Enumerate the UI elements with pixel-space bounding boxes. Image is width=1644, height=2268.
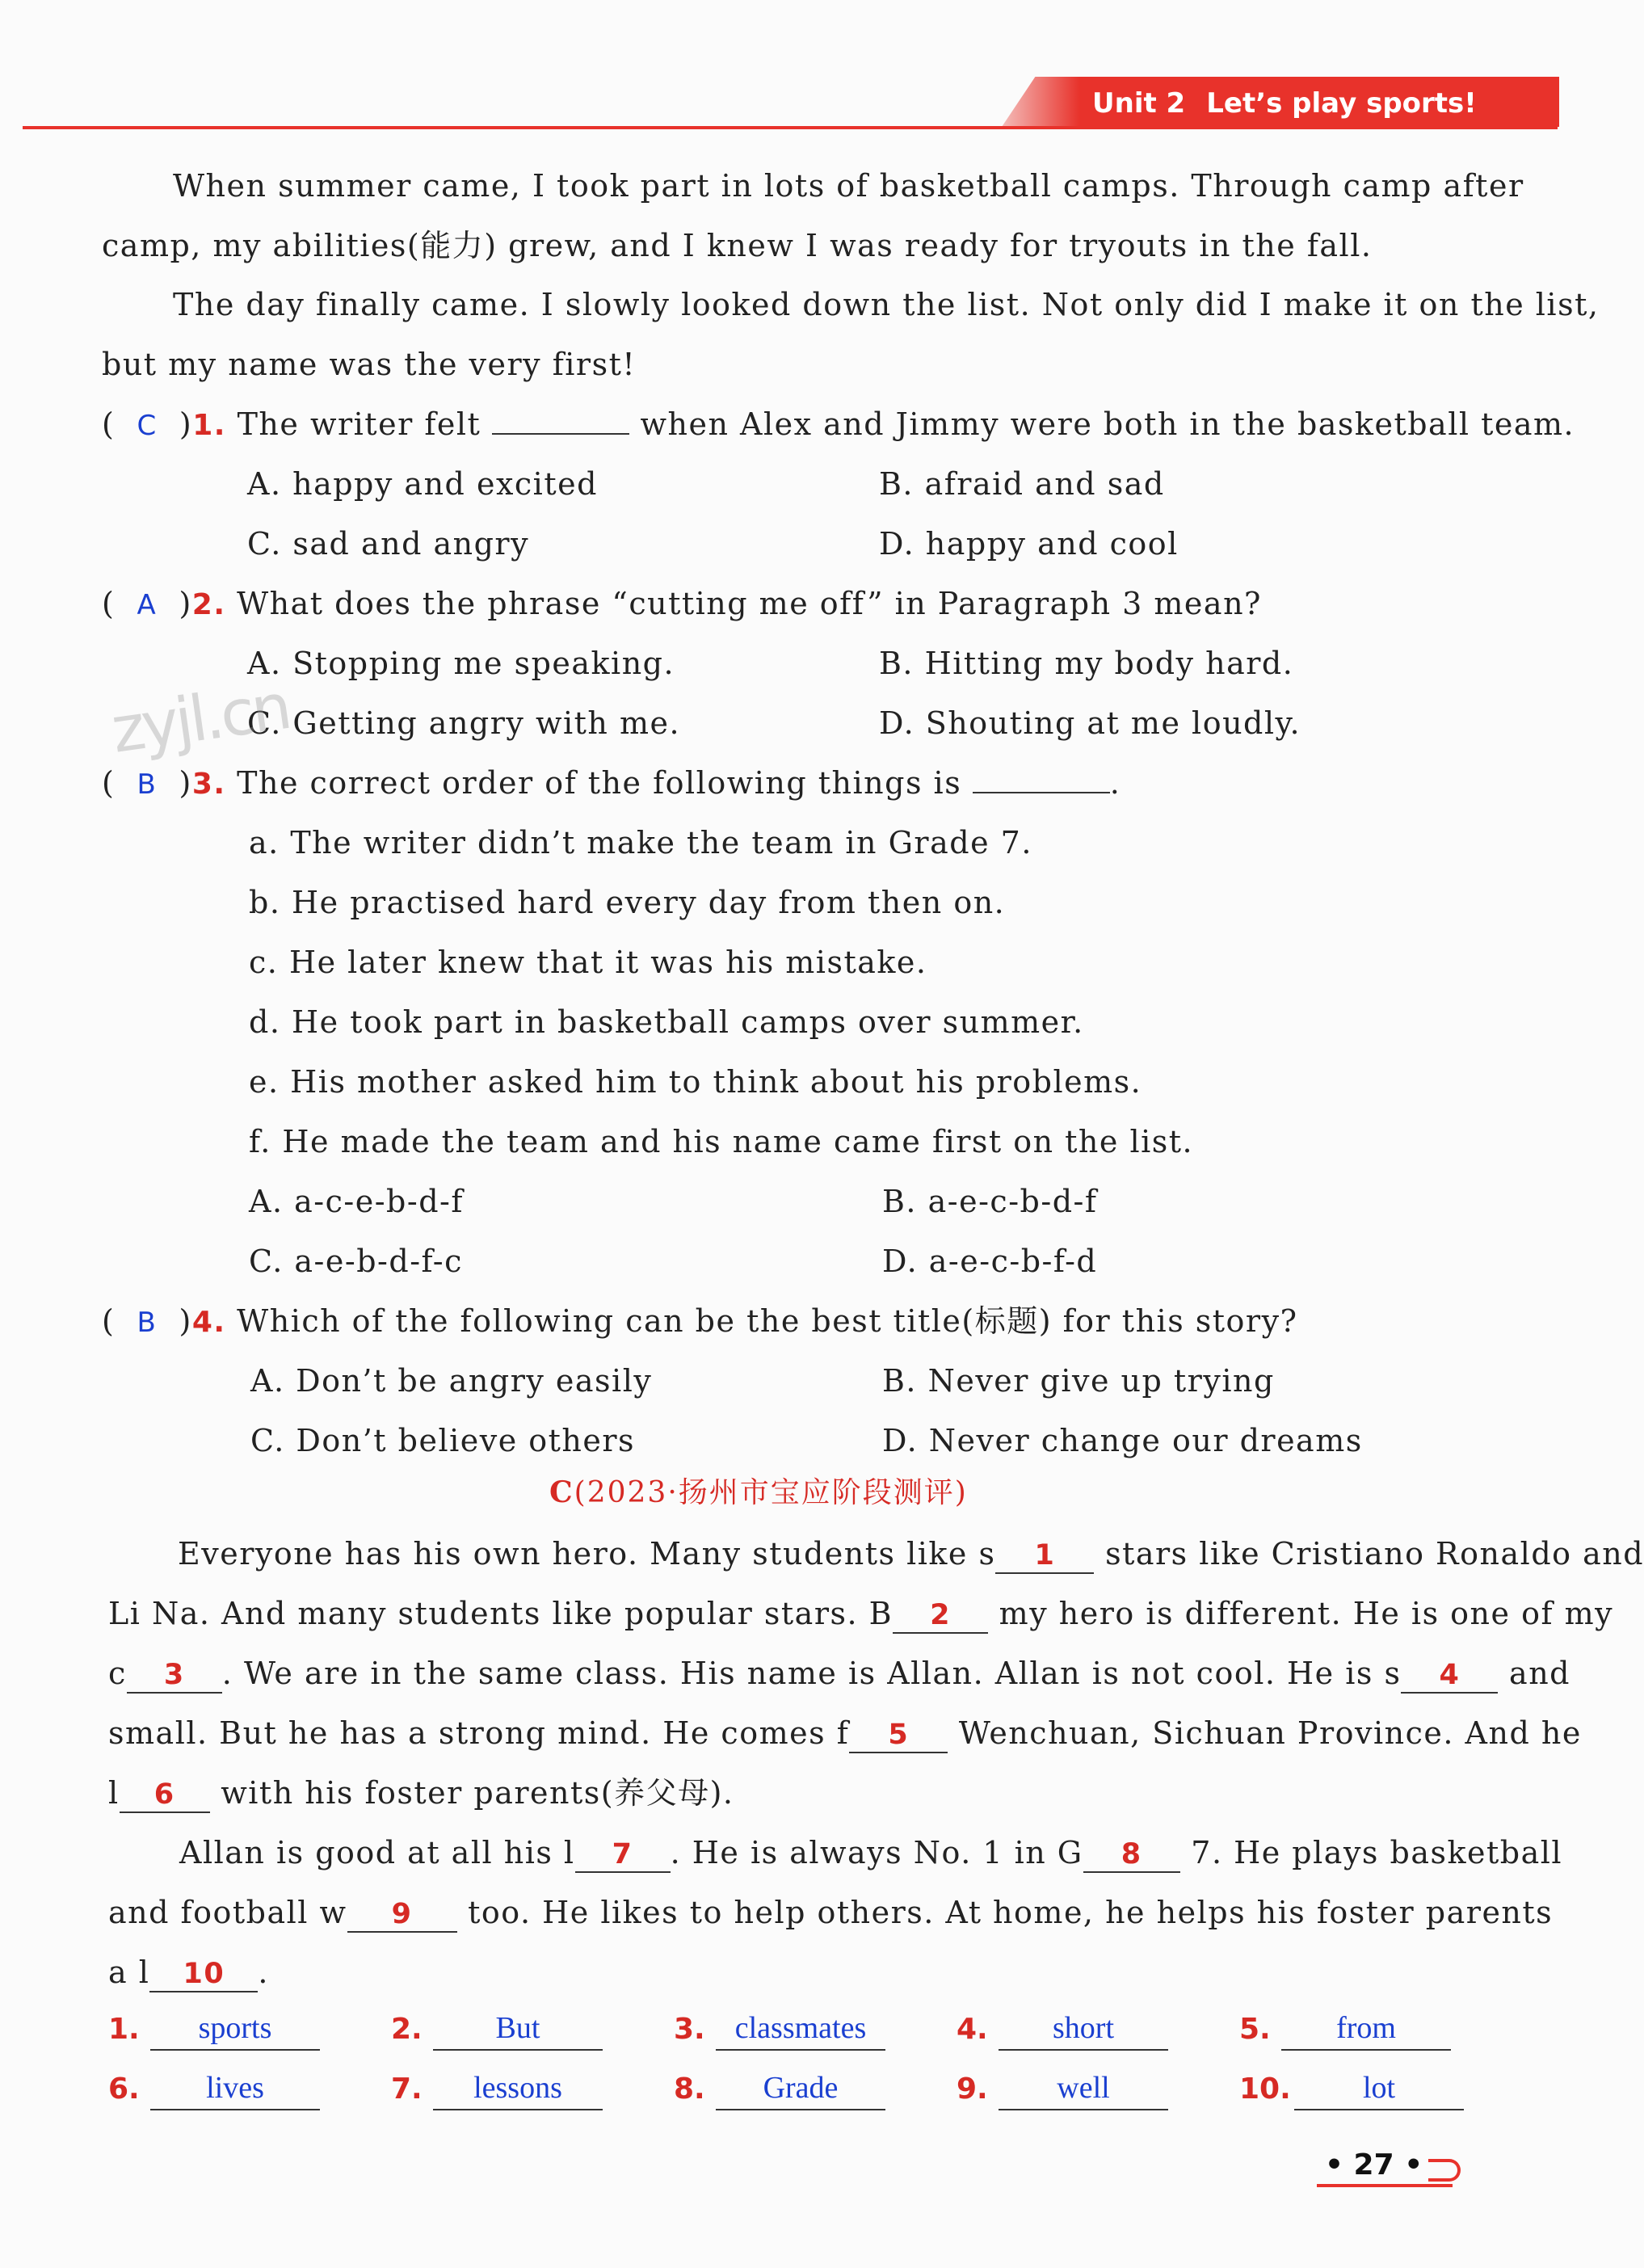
answer-key-number: 9. (957, 2072, 988, 2106)
answer-key-value[interactable]: classmates (716, 2007, 885, 2051)
option: A. Don’t be angry easily (250, 1363, 653, 1399)
option: A. happy and excited (247, 466, 598, 502)
answer-key-number: 2. (391, 2013, 423, 2046)
question-2: ( A )2. What does the phrase “cutting me off” in Paragraph 3 mean? (102, 586, 1262, 621)
answer-blank[interactable] (973, 763, 1110, 793)
cloze-blank-2[interactable] (893, 1597, 988, 1634)
order-item: f. He made the team and his name came first on the list. (249, 1124, 1194, 1159)
question-4: ( B )4. Which of the following can be the best title(标题) for this story? (102, 1303, 1298, 1339)
blank-number: 7 (612, 1838, 633, 1870)
order-item: a. The writer didn’t make the team in Grade 7. (249, 825, 1032, 860)
option: C. sad and angry (247, 526, 530, 562)
cloze-line (108, 1952, 269, 1992)
answer-key-number: 8. (674, 2072, 705, 2106)
question-number: 1. (192, 409, 226, 442)
cloze-line (108, 1593, 1613, 1634)
answer-mark: A (137, 589, 158, 621)
order-item: d. He took part in basketball camps over summer. (249, 1004, 1084, 1040)
answer-key-value[interactable]: lot (1294, 2067, 1464, 2110)
blank-number: 5 (888, 1719, 910, 1751)
section-source: (2023·扬州市宝应阶段测评) (574, 1476, 968, 1509)
option: C. a-e-b-d-f-c (249, 1243, 463, 1279)
cloze-blank-4[interactable] (1401, 1656, 1498, 1694)
blank-number: 3 (163, 1659, 185, 1691)
answer-key-value[interactable]: sports (150, 2007, 320, 2051)
watermark: zyjl.cn (107, 671, 293, 768)
cloze-line (108, 1892, 1553, 1933)
option: D. Shouting at me loudly. (879, 705, 1301, 741)
passage-line: The day finally came. I slowly looked down the list. Not only did I make it on the list, (173, 287, 1600, 322)
cloze-blank-3[interactable] (127, 1656, 222, 1694)
cloze-text: . He is always No. 1 in G (670, 1835, 1083, 1870)
option: A. Stopping me speaking. (247, 646, 675, 681)
blank-number: 8 (1121, 1838, 1142, 1870)
cloze-text: small. But he has a strong mind. He comes f (108, 1715, 850, 1751)
passage-line: camp, my abilities(能力) grew, and I knew I was ready for tryouts in the fall. (102, 228, 1373, 263)
answer-key-value[interactable]: lessons (433, 2067, 603, 2110)
unit-label: Unit 2 (1092, 87, 1186, 120)
cloze-line (178, 1534, 1644, 1574)
order-item: b. He practised hard every day from then on. (249, 885, 1006, 920)
cloze-text: 7. He plays basketball (1191, 1835, 1563, 1870)
question-number: 3. (191, 768, 226, 801)
blank-number: 1 (1034, 1539, 1056, 1572)
option: D. happy and cool (879, 526, 1179, 562)
page-number-value: 27 (1353, 2148, 1394, 2182)
passage-line: but my name was the very first! (102, 347, 637, 382)
cloze-text: . (258, 1955, 269, 1990)
cloze-text: stars like Cristiano Ronaldo and (1105, 1536, 1644, 1572)
question-stem: when Alex and Jimmy were both in the basketball team. (640, 406, 1575, 442)
section-c-title (549, 1472, 968, 1513)
cloze-text: my hero is different. He is one of my (999, 1596, 1614, 1631)
answer-key-number: 4. (957, 2013, 988, 2046)
cloze-line (108, 1653, 1570, 1694)
page-corner-icon (1428, 2159, 1461, 2182)
header-rule (23, 126, 1558, 129)
cloze-text: Everyone has his own hero. Many students like s (178, 1536, 996, 1572)
blank-number: 2 (930, 1599, 951, 1631)
answer-key-number: 1. (108, 2013, 140, 2046)
answer-key-number: 5. (1239, 2013, 1271, 2046)
answer-mark: C (137, 410, 158, 442)
question-stem: The correct order of the following things is (237, 765, 962, 801)
unit-header (1092, 83, 1477, 124)
answer-key-row (0, 2067, 1575, 2115)
cloze-blank-5[interactable] (849, 1716, 948, 1753)
option: C. Don’t believe others (250, 1423, 636, 1458)
question-stem: What does the phrase “cutting me off” in Paragraph 3 mean? (237, 586, 1262, 621)
answer-key-number: 7. (391, 2072, 423, 2106)
order-item: c. He later knew that it was his mistake. (249, 945, 927, 980)
answer-key-value[interactable]: Grade (716, 2067, 885, 2110)
answer-key-value[interactable]: short (999, 2007, 1168, 2051)
answer-mark: B (137, 768, 158, 801)
passage-line: When summer came, I took part in lots of basketball camps. Through camp after (173, 168, 1524, 204)
option: B. afraid and sad (879, 466, 1165, 502)
cloze-text: Allan is good at all his l (179, 1835, 575, 1870)
option: D. a-e-c-b-f-d (882, 1243, 1098, 1279)
cloze-blank-9[interactable] (347, 1896, 457, 1933)
question-stem: Which of the following can be the best title(标题) for this story? (237, 1303, 1298, 1339)
question-number: 4. (191, 1306, 226, 1339)
cloze-text: too. He likes to help others. At home, he helps his foster parents (468, 1895, 1554, 1930)
answer-key-number: 3. (674, 2013, 705, 2046)
cloze-line (179, 1832, 1562, 1873)
page-number: • 27 • (1325, 2148, 1423, 2182)
cloze-text: . We are in the same class. His name is Allan. Allan is not cool. He is s (221, 1656, 1402, 1691)
page-number-rule (1317, 2184, 1453, 2187)
cloze-blank-10[interactable] (149, 1955, 258, 1992)
cloze-text: a l (108, 1955, 150, 1990)
option: A. a-c-e-b-d-f (249, 1184, 464, 1219)
answer-key-number: 10. (1239, 2072, 1291, 2106)
answer-key-number: 6. (108, 2072, 140, 2106)
blank-number: 9 (391, 1898, 413, 1930)
question-stem: The writer felt (237, 406, 481, 442)
answer-key-value[interactable]: well (999, 2067, 1168, 2110)
option: C. Getting angry with me. (247, 705, 681, 741)
option: D. Never change our dreams (882, 1423, 1363, 1458)
cloze-text: and football w (108, 1895, 347, 1930)
cloze-blank-1[interactable] (995, 1537, 1094, 1574)
cloze-line (108, 1773, 734, 1813)
question-number: 2. (191, 588, 226, 621)
cloze-text: c (108, 1656, 127, 1691)
answer-key-value[interactable]: But (433, 2007, 603, 2051)
cloze-blank-7[interactable] (575, 1836, 671, 1873)
blank-number: 10 (183, 1958, 225, 1990)
unit-title: Let’s play sports! (1206, 87, 1477, 120)
cloze-text: Li Na. And many students like popular stars. B (108, 1596, 893, 1631)
answer-mark: B (137, 1307, 158, 1339)
answer-key-row (0, 2007, 1575, 2056)
option: B. Hitting my body hard. (879, 646, 1294, 681)
section-letter: C (549, 1475, 574, 1509)
question-3: ( B )3. The correct order of the following things is . (102, 763, 1121, 805)
cloze-text: l (108, 1775, 120, 1811)
cloze-text: and (1509, 1656, 1571, 1691)
answer-key-value[interactable]: lives (150, 2067, 320, 2110)
cloze-blank-8[interactable] (1083, 1836, 1180, 1873)
stem-end: . (1109, 765, 1121, 801)
cloze-line (108, 1713, 1582, 1753)
blank-number: 4 (1439, 1659, 1461, 1691)
cloze-text: Wenchuan, Sichuan Province. And he (958, 1715, 1582, 1751)
answer-key-value[interactable]: from (1281, 2007, 1451, 2051)
cloze-text: with his foster parents(养父母). (221, 1775, 734, 1811)
order-item: e. His mother asked him to think about his problems. (249, 1064, 1142, 1100)
option: B. a-e-c-b-d-f (882, 1184, 1098, 1219)
option: B. Never give up trying (882, 1363, 1275, 1399)
blank-number: 6 (153, 1778, 175, 1811)
cloze-blank-6[interactable] (120, 1776, 210, 1813)
answer-blank[interactable] (492, 404, 629, 435)
question-1: ( C )1. The writer felt when Alex and Jimmy were both in the basketball team. (102, 404, 1575, 446)
